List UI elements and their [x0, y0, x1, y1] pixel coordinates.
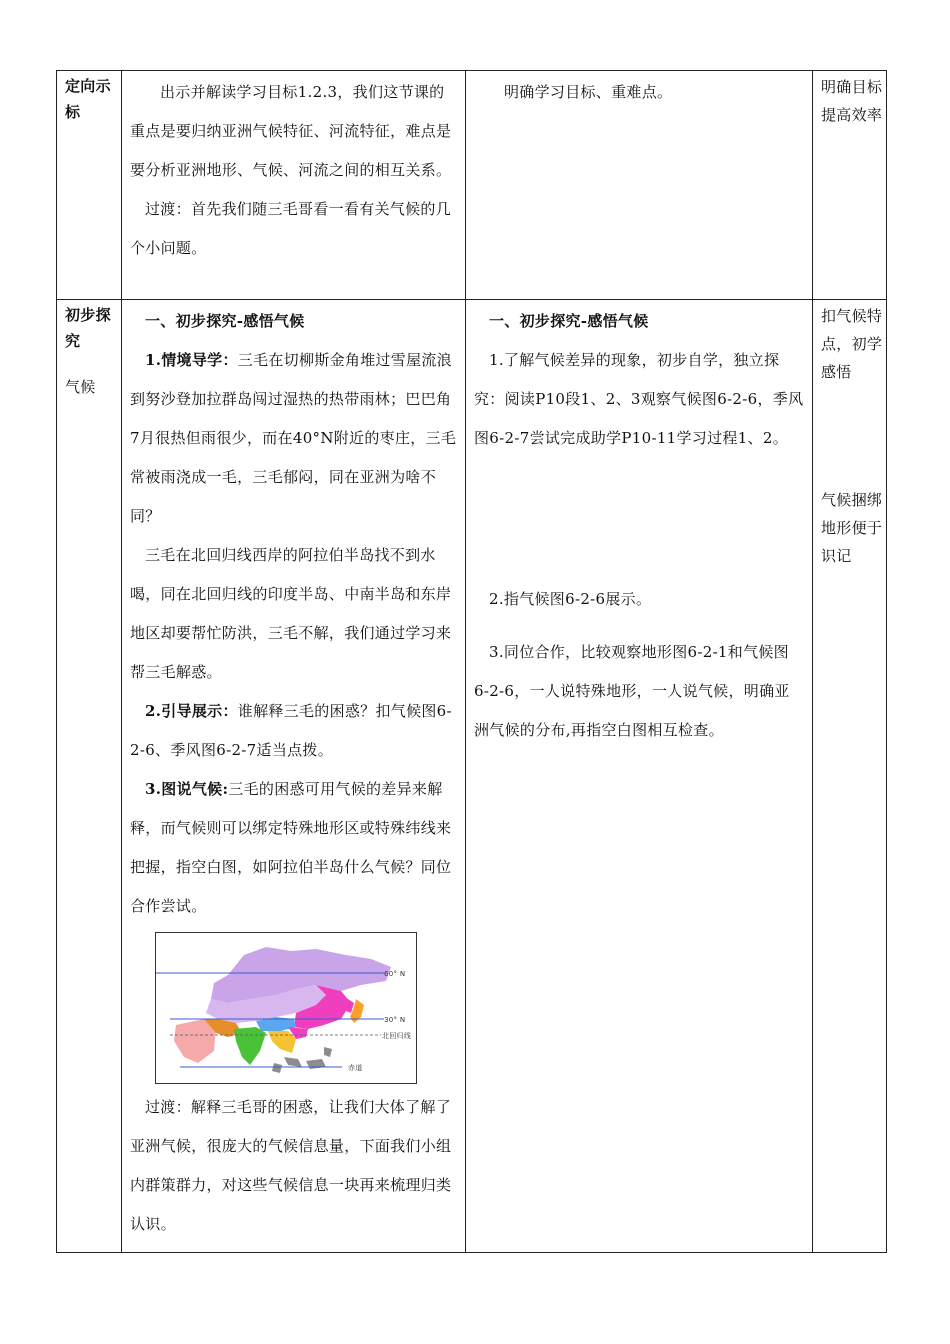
design-note-cell [813, 300, 887, 1253]
student-paragraph: 2.指气候图6-2-6展示。 [489, 590, 652, 608]
stage-cell [57, 300, 122, 1253]
lesson-plan-table [56, 70, 887, 1253]
teacher-activity-cell [122, 300, 466, 1253]
teacher-text: 过渡：首先我们随三毛哥看一看有关气候的几个小问题。 [130, 200, 452, 257]
design-note: 扣气候特点，初学感悟 [821, 307, 883, 381]
student-text: 明确学习目标、重难点。 [504, 83, 673, 101]
paragraph-label: 2.引导展示： [145, 702, 238, 720]
teacher-paragraph [130, 770, 457, 926]
teacher-activity-cell [122, 71, 466, 300]
paragraph-text: 三毛在切柳斯金角堆过雪屋流浪到努沙登加拉群岛闯过湿热的热带雨林；巴巴角7月很热但雨很少，而在40°N附近的枣庄，三毛常被雨浇成一毛，三毛郁闷，同在亚洲为啥不同？ [130, 351, 457, 525]
stage-label: 初步探究 [65, 306, 111, 350]
paragraph-label: 1.情境导学： [145, 351, 238, 369]
paragraph-text: 三毛的困惑可用气候的差异来解释，而气候则可以绑定特殊地形区或特殊纬线来把握，指空白图，如阿拉伯半岛什么气候？同位合作尝试。 [130, 780, 452, 915]
map-label-tropic: 北回归线 [382, 1032, 412, 1040]
stage-cell [57, 71, 122, 300]
student-paragraph: 1.了解气候差异的现象，初步自学，独立探究：阅读P10段1、2、3观察气候图6-2-6，季风图6-2-7尝试完成助学P10-11学习过程1、2。 [474, 351, 804, 447]
spacer [821, 386, 884, 486]
teacher-paragraph [130, 341, 457, 536]
stage-label: 定向示标 [65, 77, 111, 121]
design-note: 明确目标提高效率 [821, 78, 883, 124]
stage-sublabel: 气候 [65, 378, 96, 396]
teacher-paragraph: 三毛在北回归线西岸的阿拉伯半岛找不到水喝，同在北回归线的印度半岛、中南半岛和东岸地区却要帮忙防洪，三毛不解，我们通过学习来帮三毛解惑。 [130, 546, 452, 681]
teacher-text: 出示并解读学习目标1.2.3，我们这节课的重点是要归纳亚洲气候特征、河流特征，难点是要分析亚洲地形、气候、河流之间的相互关系。 [130, 83, 452, 179]
student-activity-cell [466, 300, 813, 1253]
paragraph-label: 3.图说气候: [145, 780, 229, 798]
student-activity-cell [466, 71, 813, 300]
section-heading: 一、初步探究-感悟气候 [145, 312, 305, 330]
design-note-cell [813, 71, 887, 300]
map-label-equator: 赤道 [348, 1064, 363, 1072]
map-label-30n: 30° N [384, 1016, 406, 1024]
paragraph-text: 谁解释三毛的困惑？扣气候图6-2-6、季风图6-2-7适当点拨。 [130, 702, 452, 759]
spacer [474, 619, 804, 633]
table-row-explore [57, 300, 887, 1253]
section-heading: 一、初步探究-感悟气候 [489, 312, 649, 330]
student-paragraph: 3.同位合作，比较观察地形图6-2-1和气候图6-2-6，一人说特殊地形，一人说气候，明确亚洲气候的分布,再指空白图相互检查。 [474, 643, 790, 739]
teacher-paragraph [130, 692, 457, 770]
spacer [474, 458, 804, 580]
table-row-goals [57, 71, 887, 300]
design-note: 气候捆绑地形便于识记 [821, 491, 883, 565]
map-label-60n: 60° N [384, 970, 406, 978]
asia-climate-map [155, 932, 417, 1084]
teacher-paragraph: 过渡：解释三毛哥的困惑，让我们大体了解了亚洲气候，很庞大的气候信息量，下面我们小组内群策群力，对这些气候信息一块再来梳理归类认识。 [130, 1098, 452, 1233]
